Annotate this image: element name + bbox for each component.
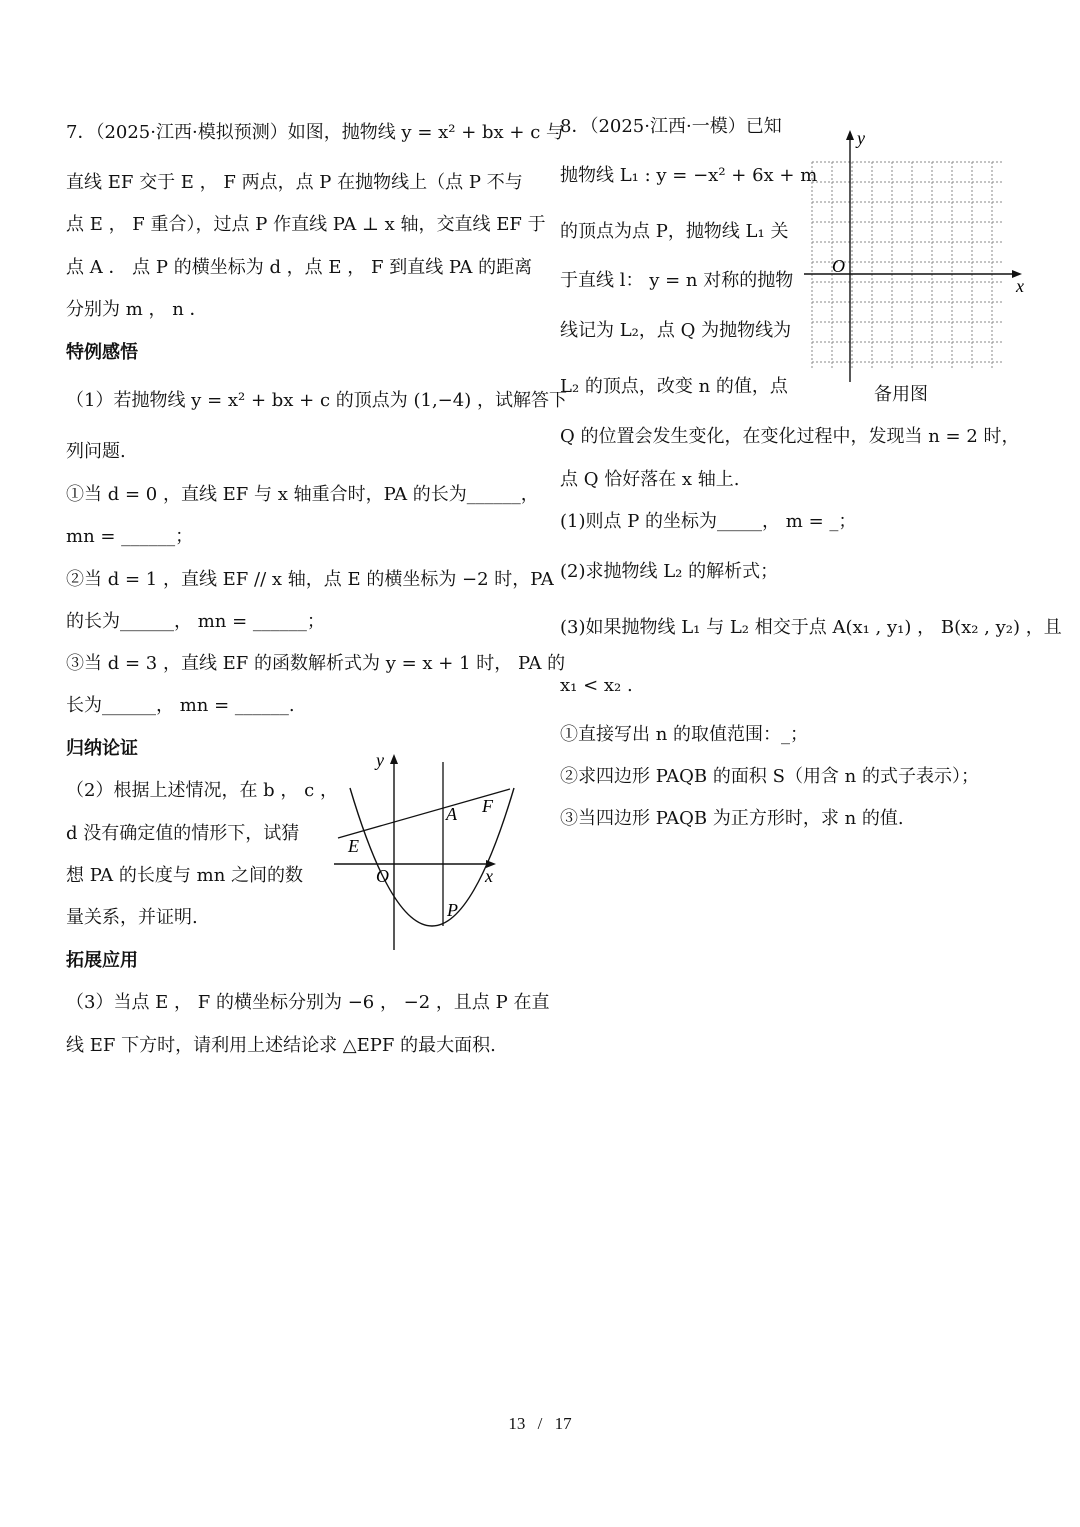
q7-fig-label-y: y bbox=[376, 752, 384, 770]
q7-fig-label-x: x bbox=[485, 866, 493, 886]
q7-part2-line-3: 想 PA 的长度与 mn 之间的数 bbox=[66, 865, 304, 886]
q7-line-5: 分别为 m ， n ． bbox=[66, 299, 208, 320]
q7-heading-special: 特例感悟 bbox=[66, 342, 138, 363]
q7-part2-line-2: d 没有确定值的情形下，试猜 bbox=[66, 823, 300, 844]
q8-line-2: 抛物线 L₁ : y = −x² + 6x + m bbox=[560, 165, 818, 186]
q7-line-3: 点 E ， F 重合），过点 P 作直线 PA ⊥ x 轴，交直线 EF 于 bbox=[66, 214, 546, 235]
q7-part1-line-1: （1）若抛物线 y = x² + bx + c 的顶点为 (1,−4) ，试解答下 bbox=[66, 390, 567, 411]
q7-item2-line-2: 的长为______， mn = ______； bbox=[66, 611, 325, 632]
q8-sub2: (2)求抛物线 L₂ 的解析式； bbox=[560, 561, 779, 582]
q7-fig-y-arrow bbox=[390, 754, 398, 764]
q7-heading-extension: 拓展应用 bbox=[66, 950, 138, 971]
q7-line-4: 点 A ． 点 P 的横坐标为 d ，点 E ， F 到直线 PA 的距离 bbox=[66, 257, 533, 278]
q7-item1-line-1: ①当 d = 0 ，直线 EF 与 x 轴重合时，PA 的长为______， bbox=[66, 484, 539, 505]
q8-line-4: 于直线 l： y = n 对称的抛物 bbox=[560, 270, 794, 291]
q7-fig-label-o: O bbox=[376, 866, 389, 886]
q8-case3: ③当四边形 PAQB 为正方形时，求 n 的值. bbox=[560, 808, 904, 829]
q7-fig-label-a: A bbox=[446, 804, 457, 824]
page-current: 13 bbox=[508, 1414, 526, 1433]
q7-item1-line-2: mn = ______； bbox=[66, 526, 194, 547]
q8-fig-label-x: x bbox=[1016, 276, 1024, 296]
q7-part2-line-4: 量关系，并证明. bbox=[66, 907, 198, 928]
page-total: 17 bbox=[554, 1414, 572, 1433]
q8-sub1: (1)则点 P 的坐标为_____， m = _； bbox=[560, 511, 857, 532]
q8-fig-label-o: O bbox=[832, 256, 845, 276]
q7-fig-label-p: P bbox=[447, 900, 458, 920]
q7-line-2: 直线 EF 交于 E ， F 两点，点 P 在抛物线上（点 P 不与 bbox=[66, 172, 523, 193]
q7-item3-line-2: 长为______， mn = ______. bbox=[66, 695, 295, 716]
q7-item2-line-1: ②当 d = 1 ，直线 EF // x 轴，点 E 的横坐标为 −2 时，PA bbox=[66, 569, 554, 590]
q8-fig-caption: 备用图 bbox=[874, 384, 928, 405]
q8-sub3-line-2: x₁ < x₂ . bbox=[560, 675, 633, 696]
q8-line-1: 8．（2025·江西·一模）已知 bbox=[560, 116, 782, 137]
q8-sub3-line-1: (3)如果抛物线 L₁ 与 L₂ 相交于点 A(x₁ , y₁) ， B(x₂ , y₂) ，且 bbox=[560, 617, 1062, 638]
q8-case1: ①直接写出 n 的取值范围：_； bbox=[560, 724, 809, 745]
q8-line-8: 点 Q 恰好落在 x 轴上. bbox=[560, 469, 740, 490]
q7-part2-line-1: （2）根据上述情况，在 b ， c ， bbox=[66, 780, 338, 801]
q8-line-3: 的顶点为点 P，抛物线 L₁ 关 bbox=[560, 221, 789, 242]
q8-line-6: L₂ 的顶点，改变 n 的值，点 bbox=[560, 376, 788, 397]
q8-fig-y-arrow bbox=[846, 130, 854, 140]
q7-line-1: 7．（2025·江西·模拟预测）如图，抛物线 y = x² + bx + c 与 bbox=[66, 122, 565, 143]
page-number bbox=[0, 1414, 1080, 1434]
q8-figure bbox=[800, 126, 1040, 388]
q7-fig-label-f: F bbox=[482, 796, 493, 816]
q8-line-5: 线记为 L₂，点 Q 为抛物线为 bbox=[560, 320, 792, 341]
q8-fig-label-y: y bbox=[857, 128, 865, 148]
q8-case2: ②求四边形 PAQB 的面积 S（用含 n 的式子表示）； bbox=[560, 766, 979, 787]
q7-part3-line-2: 线 EF 下方时，请利用上述结论求 △EPF 的最大面积. bbox=[66, 1035, 496, 1056]
q7-item3-line-1: ③当 d = 3 ，直线 EF 的函数解析式为 y = x + 1 时， PA 的 bbox=[66, 653, 566, 674]
page-separator: / bbox=[537, 1414, 543, 1433]
q7-heading-induction: 归纳论证 bbox=[66, 738, 138, 759]
q7-part3-line-1: （3）当点 E ， F 的横坐标分别为 −6 ， −2 ，且点 P 在直 bbox=[66, 992, 550, 1013]
q7-figure bbox=[330, 752, 520, 952]
q7-part1-line-2: 列问题. bbox=[66, 441, 126, 462]
q8-line-7: Q 的位置会发生变化，在变化过程中，发现当 n = 2 时， bbox=[560, 426, 1020, 447]
q7-fig-label-e: E bbox=[348, 836, 359, 856]
